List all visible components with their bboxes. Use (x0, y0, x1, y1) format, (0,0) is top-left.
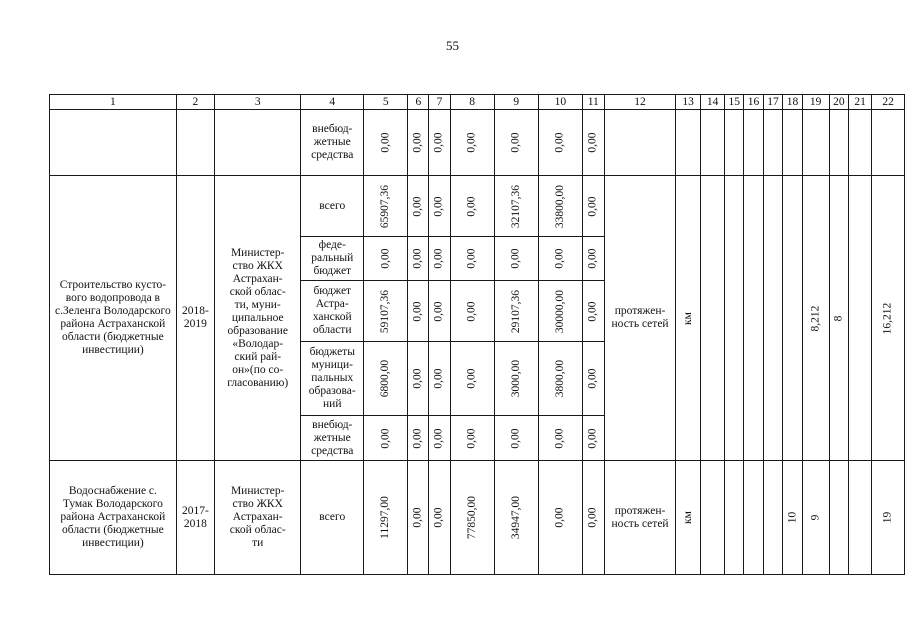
empty-cell (849, 176, 872, 461)
value-cell (408, 342, 429, 416)
value-text: 0,00 (432, 248, 445, 269)
value-text: 0,00 (432, 368, 445, 389)
value-text: 0,00 (432, 427, 445, 449)
value-cell (408, 110, 429, 176)
value-text: 0,00 (465, 195, 478, 217)
header-cell: 21 (849, 95, 872, 110)
header-cell: 20 (829, 95, 849, 110)
value-cell (408, 176, 429, 237)
value-text: 0,00 (465, 248, 478, 269)
page-number: 55 (446, 38, 459, 53)
value-text: 3800,00 (553, 359, 566, 398)
value-cell (582, 176, 604, 237)
value-text: 0,00 (586, 248, 599, 269)
value-cell (538, 461, 582, 575)
empty-cell (744, 176, 764, 461)
header-cell: 7 (429, 95, 450, 110)
value-cell (364, 416, 408, 461)
empty-cell (604, 110, 676, 176)
value-text: 32107,36 (509, 184, 522, 228)
empty-cell (215, 110, 301, 176)
value-text: 10 (785, 511, 798, 524)
empty-cell (802, 110, 829, 176)
empty-cell (829, 461, 849, 575)
value-text: 0,00 (411, 427, 424, 449)
value-text: 0,00 (432, 132, 445, 153)
value-text: 77850,00 (465, 495, 478, 540)
value-text: 6800,00 (379, 359, 392, 398)
value-cell (494, 176, 538, 237)
empty-cell (676, 110, 700, 176)
empty-cell (763, 110, 783, 176)
header-cell: 4 (301, 95, 364, 110)
value-cell (582, 461, 604, 575)
header-cell: 22 (872, 95, 905, 110)
value-text: 0,00 (586, 507, 599, 528)
empty-cell (50, 110, 177, 176)
header-cell: 11 (582, 95, 604, 110)
value-text: 0,00 (432, 300, 445, 322)
value-cell (538, 176, 582, 237)
value-cell (494, 342, 538, 416)
header-cell: 14 (700, 95, 725, 110)
value-cell (582, 237, 604, 281)
empty-cell (700, 461, 725, 575)
value-text: 33800,00 (553, 184, 566, 228)
header-cell: 16 (744, 95, 764, 110)
value-cell (364, 342, 408, 416)
empty-cell (725, 461, 744, 575)
value-text: 0,00 (586, 195, 599, 217)
value-cell (450, 176, 494, 237)
value-cell (450, 281, 494, 342)
value-text: 0,00 (553, 427, 566, 449)
value-text: 0,00 (465, 368, 478, 389)
value-cell (538, 110, 582, 176)
value-text: 0,00 (553, 132, 566, 153)
value-cell (408, 281, 429, 342)
empty-cell (849, 110, 872, 176)
header-cell: 12 (604, 95, 676, 110)
program-table (49, 94, 905, 575)
header-cell: 3 (215, 95, 301, 110)
value-cell (408, 237, 429, 281)
value-text: 0,00 (586, 300, 599, 322)
value-text: 29107,36 (509, 289, 522, 333)
header-cell: 10 (538, 95, 582, 110)
value-text: 0,00 (379, 248, 392, 269)
funding-source: внебюд- жетные средства (301, 110, 364, 176)
project-customer: Министер- ство ЖКХ Астрахан- ской облас- ти, муни- ципальное образование «Володар- ский рай- он»(по со- гласованию) (215, 176, 301, 461)
header-cell: 17 (763, 95, 783, 110)
value-text: 0,00 (586, 368, 599, 389)
value-cell (450, 237, 494, 281)
empty-cell (783, 110, 803, 176)
empty-cell (829, 110, 849, 176)
header-cell: 5 (364, 95, 408, 110)
unit-cell (676, 176, 700, 461)
value-text: 0,00 (509, 132, 522, 153)
value-text: 8,212 (809, 305, 822, 331)
value-cell (429, 176, 450, 237)
value-cell (582, 281, 604, 342)
value-text: 8 (832, 315, 845, 321)
value-text: 0,00 (411, 300, 424, 322)
value-cell (450, 416, 494, 461)
value-cell (582, 110, 604, 176)
project-name: Строительство кусто- вого водопровода в с.Зеленга Володарского района Астраханской области (бюджетные инвестиции) (50, 176, 177, 461)
value-text: 0,00 (465, 300, 478, 322)
value-cell (429, 461, 450, 575)
empty-cell (849, 461, 872, 575)
header-cell: 13 (676, 95, 700, 110)
table-row (50, 461, 905, 575)
value-cell (538, 237, 582, 281)
unit-text: км (681, 511, 694, 524)
value-text: 30000,00 (553, 289, 566, 333)
value-cell (450, 110, 494, 176)
value-cell (429, 281, 450, 342)
empty-cell (725, 110, 744, 176)
value-cell (582, 416, 604, 461)
value-cell (450, 461, 494, 575)
value-text: 0,00 (411, 132, 424, 153)
project-name: Водоснабжение с. Тумак Володарского района Астраханской области (бюджетные инвестиции) (50, 461, 177, 575)
value-text: 0,00 (553, 507, 566, 528)
value-cell (450, 342, 494, 416)
value-text: 0,00 (379, 427, 392, 449)
funding-source: бюджет Астра- ханской области (301, 281, 364, 342)
unit-cell (676, 461, 700, 575)
value-cell (872, 461, 905, 575)
empty-cell (744, 461, 764, 575)
value-cell (538, 342, 582, 416)
funding-source: бюджеты муници- пальных образова- ний (301, 342, 364, 416)
empty-cell (872, 110, 905, 176)
value-cell (582, 342, 604, 416)
value-text: 0,00 (465, 427, 478, 449)
indicator-name: протяжен- ность сетей (604, 461, 676, 575)
value-text: 16,212 (881, 302, 894, 334)
table-row (50, 110, 905, 176)
value-text: 0,00 (553, 248, 566, 269)
value-cell (364, 281, 408, 342)
value-text: 0,00 (379, 132, 392, 153)
value-text: 11297,00 (379, 496, 392, 539)
empty-cell (176, 110, 214, 176)
value-cell (494, 237, 538, 281)
value-cell (364, 176, 408, 237)
project-period: 2017- 2018 (176, 461, 214, 575)
funding-source: всего (301, 176, 364, 237)
value-cell (829, 176, 849, 461)
value-cell (538, 281, 582, 342)
value-cell (494, 110, 538, 176)
empty-cell (700, 110, 725, 176)
empty-cell (763, 176, 783, 461)
value-text: 65907,36 (379, 184, 392, 228)
header-cell: 2 (176, 95, 214, 110)
header-cell: 8 (450, 95, 494, 110)
value-text: 0,00 (411, 507, 424, 528)
value-text: 3000,00 (509, 359, 522, 398)
table-row (50, 176, 905, 237)
value-cell (494, 281, 538, 342)
header-cell: 9 (494, 95, 538, 110)
value-cell (538, 416, 582, 461)
value-text: 0,00 (432, 195, 445, 217)
value-cell (494, 416, 538, 461)
value-cell (872, 176, 905, 461)
value-text: 19 (881, 511, 894, 524)
value-text: 0,00 (509, 427, 522, 449)
empty-cell (763, 461, 783, 575)
value-text: 0,00 (411, 368, 424, 389)
funding-source: феде- ральный бюджет (301, 237, 364, 281)
value-text: 0,00 (586, 427, 599, 449)
project-period: 2018- 2019 (176, 176, 214, 461)
value-text: 34947,00 (509, 495, 522, 540)
value-cell (364, 237, 408, 281)
project-customer: Министер- ство ЖКХ Астрахан- ской облас- ти (215, 461, 301, 575)
value-cell (783, 461, 803, 575)
value-cell (364, 110, 408, 176)
value-cell (494, 461, 538, 575)
value-text: 0,00 (509, 248, 522, 269)
value-text: 59107,36 (379, 289, 392, 333)
header-cell: 15 (725, 95, 744, 110)
value-cell (408, 461, 429, 575)
value-cell (802, 461, 829, 575)
header-cell: 6 (408, 95, 429, 110)
value-text: 0,00 (411, 195, 424, 217)
column-numbers-row (50, 95, 905, 110)
value-cell (802, 176, 829, 461)
empty-cell (700, 176, 725, 461)
header-cell: 19 (802, 95, 829, 110)
value-cell (364, 461, 408, 575)
value-cell (408, 416, 429, 461)
value-text: 9 (809, 514, 822, 521)
empty-cell (783, 176, 803, 461)
empty-cell (725, 176, 744, 461)
funding-source: внебюд- жетные средства (301, 416, 364, 461)
value-text: 0,00 (465, 132, 478, 153)
funding-source: всего (301, 461, 364, 575)
value-text: 0,00 (586, 132, 599, 153)
value-cell (429, 342, 450, 416)
header-cell: 18 (783, 95, 803, 110)
value-text: 0,00 (411, 248, 424, 269)
value-cell (429, 237, 450, 281)
header-cell: 1 (50, 95, 177, 110)
unit-text: км (681, 311, 694, 325)
value-cell (429, 416, 450, 461)
value-text: 0,00 (432, 507, 445, 528)
value-cell (429, 110, 450, 176)
empty-cell (744, 110, 764, 176)
indicator-name: протяжен- ность сетей (604, 176, 676, 461)
